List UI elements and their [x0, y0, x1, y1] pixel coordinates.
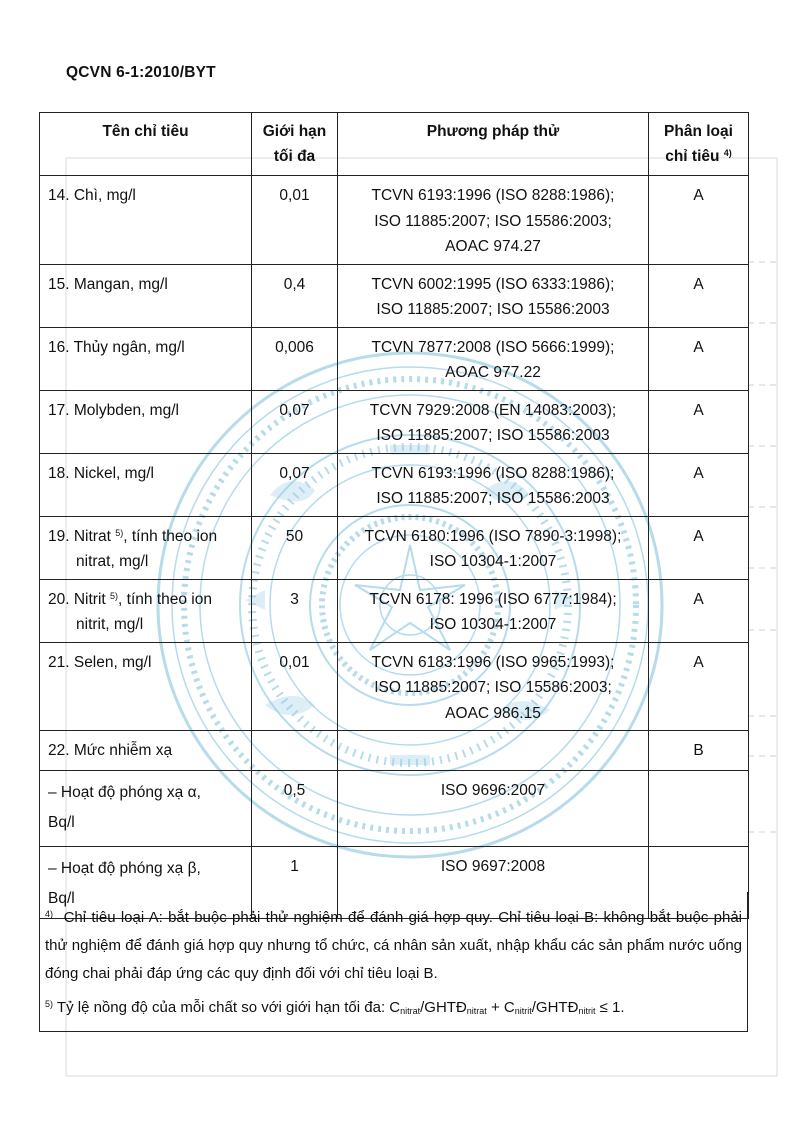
- row-limit: 0,5: [252, 771, 338, 847]
- table-header-row: [40, 113, 749, 176]
- header-limit: Giới hạn tối đa: [252, 113, 338, 176]
- row-method: TCVN 6183:1996 (ISO 9965:1993); ISO 11885:2007; ISO 15586:2003; AOAC 986.15: [338, 642, 649, 731]
- row-method: ISO 9696:2007: [338, 771, 649, 847]
- row-limit: 3: [252, 579, 338, 642]
- row-method: TCVN 7929:2008 (EN 14083:2003); ISO 11885:2007; ISO 15586:2003: [338, 390, 649, 453]
- row-name: 19. Nitrat $^{5)}$, tính theo ion nitrat, mg/l: [40, 516, 252, 579]
- row-limit: 50: [252, 516, 338, 579]
- standards-table: [39, 112, 749, 919]
- row-class: A: [649, 516, 749, 579]
- row-name: – Hoạt độ phóng xạ α, Bq/l: [40, 771, 252, 847]
- row-name: – Hoạt độ phóng xạ β, Bq/l: [40, 847, 252, 919]
- row-name: 21. Selen, mg/l: [40, 642, 252, 731]
- row-name: 22. Mức nhiễm xạ: [40, 731, 252, 771]
- row-limit: 0,006: [252, 327, 338, 390]
- row-limit: 0,01: [252, 642, 338, 731]
- row-name: 20. Nitrit $^{5)}$, tính theo ion nitrit, mg/l: [40, 579, 252, 642]
- row-method: TCVN 6178: 1996 (ISO 6777:1984); ISO 10304-1:2007: [338, 579, 649, 642]
- header-method: Phương pháp thử: [338, 113, 649, 176]
- row-limit: 0,4: [252, 264, 338, 327]
- row-name: 18. Nickel, mg/l: [40, 453, 252, 516]
- footnote-5: $^{5)}$ Tỷ lệ nồng độ của mỗi chất so với giới hạn tối đa: $C_{nitrat}/GHTĐ_{nitrat}$ + $C_{nitrit}/GHTĐ_{nitrit} \le 1$.: [45, 999, 625, 1016]
- row-method: TCVN 6193:1996 (ISO 8288:1986); ISO 11885:2007; ISO 15586:2003: [338, 453, 649, 516]
- row-class: A: [649, 453, 749, 516]
- table-row: [40, 176, 749, 265]
- row-limit: 0,01: [252, 176, 338, 265]
- row-class: B: [649, 731, 749, 771]
- row-name: 17. Molybden, mg/l: [40, 390, 252, 453]
- table-row: [40, 642, 749, 731]
- row-limit: 1: [252, 847, 338, 919]
- row-name: 15. Mangan, mg/l: [40, 264, 252, 327]
- document-code: QCVN 6-1:2010/BYT: [66, 64, 216, 81]
- row-class: A: [649, 642, 749, 731]
- table-row: [40, 771, 749, 847]
- row-limit: [252, 731, 338, 771]
- row-class: A: [649, 264, 749, 327]
- row-method: TCVN 6193:1996 (ISO 8288:1986); ISO 11885:2007; ISO 15586:2003; AOAC 974.27: [338, 176, 649, 265]
- row-method: TCVN 6002:1995 (ISO 6333:1986); ISO 11885:2007; ISO 15586:2003: [338, 264, 649, 327]
- row-limit: 0,07: [252, 390, 338, 453]
- table-row: [40, 731, 749, 771]
- header-name: Tên chỉ tiêu: [40, 113, 252, 176]
- row-class: A: [649, 176, 749, 265]
- table-row: [40, 264, 749, 327]
- header-class: Phân loại chỉ tiêu $^{4)}$: [649, 113, 749, 176]
- footnote-4: $^{4)}$ Chỉ tiêu loại A: bắt buộc phải thử nghiệm để đánh giá hợp quy. Chỉ tiêu loại B: không bắt buộc phải thử nghiệm để đánh giá hợp quy nhưng tổ chức, cá nhân sản xuất, nhập khẩu các sản phẩm nước uống đóng chai phải đáp ứng các quy định đối với chỉ tiêu loại B.: [45, 909, 742, 982]
- table-row: [40, 390, 749, 453]
- row-limit: 0,07: [252, 453, 338, 516]
- row-method: TCVN 6180:1996 (ISO 7890-3:1998); ISO 10304-1:2007: [338, 516, 649, 579]
- table-row: [40, 453, 749, 516]
- row-class: A: [649, 390, 749, 453]
- table-row: [40, 327, 749, 390]
- row-name: 14. Chì, mg/l: [40, 176, 252, 265]
- row-class: A: [649, 579, 749, 642]
- row-method: ISO 9697:2008: [338, 847, 649, 919]
- table-row: [40, 579, 749, 642]
- row-name: 16. Thủy ngân, mg/l: [40, 327, 252, 390]
- footnotes-box: [39, 892, 748, 1032]
- row-class: [649, 771, 749, 847]
- row-method: TCVN 7877:2008 (ISO 5666:1999); AOAC 977.22: [338, 327, 649, 390]
- row-method: [338, 731, 649, 771]
- table-row: [40, 516, 749, 579]
- row-class: A: [649, 327, 749, 390]
